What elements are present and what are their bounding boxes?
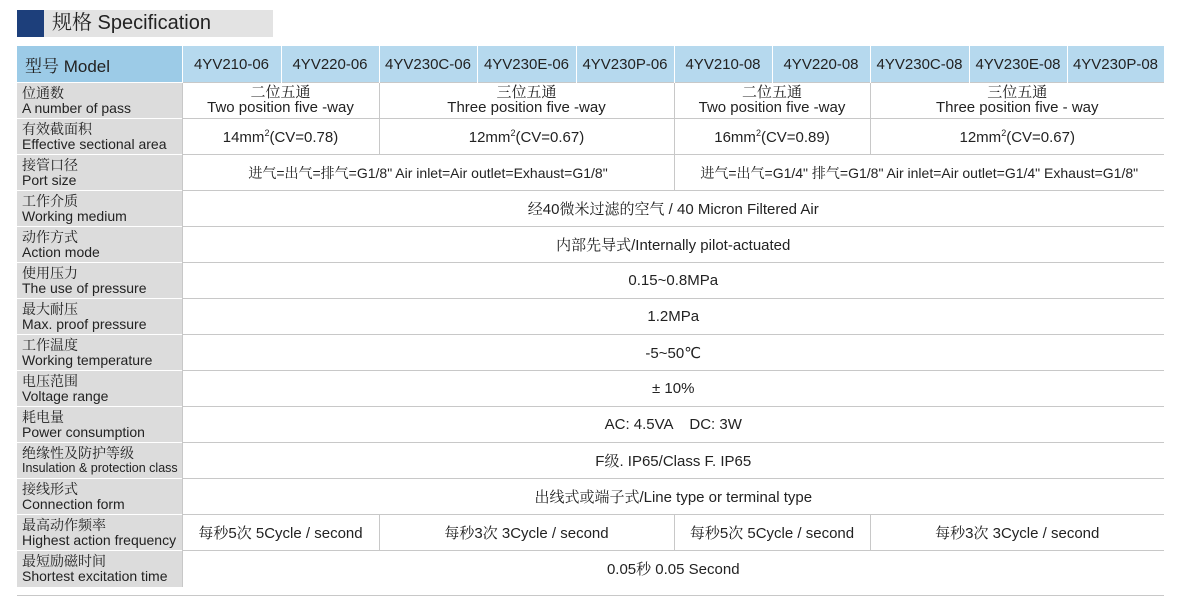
label-cn: 接线形式	[22, 480, 78, 497]
value-text: 14mm	[222, 128, 265, 146]
value-text: (CV=0.67)	[515, 128, 585, 146]
row-label	[17, 479, 182, 515]
row-port	[17, 155, 1164, 191]
value-cell: AC: 4.5VA DC: 3W	[182, 407, 1164, 443]
value-cell	[870, 83, 1164, 119]
label-cn: 电压范围	[22, 372, 78, 389]
label-en: Effective sectional area	[22, 135, 167, 152]
value-cn: 三位五通	[496, 84, 557, 101]
model-cell: 4YV210-06	[182, 46, 281, 83]
value-text: 12mm	[959, 128, 1002, 146]
value-cell: -5~50℃	[182, 335, 1164, 371]
value-cell: 进气=出气=G1/4" 排气=G1/8" Air inlet=Air outlet=G1/4" Exhaust=G1/8"	[674, 155, 1164, 191]
value-cell	[182, 119, 379, 155]
label-en: Insulation & protection class	[22, 460, 178, 475]
section-title-text: 规格 Specification	[52, 12, 211, 34]
value-cell	[379, 83, 674, 119]
row-label	[17, 191, 182, 227]
row-label	[17, 155, 182, 191]
row-pass	[17, 83, 1164, 119]
row-excitation	[17, 551, 1164, 587]
row-area	[17, 119, 1164, 155]
label-cn: 最大耐压	[22, 300, 78, 317]
value-cell: 出线式或端子式/Line type or terminal type	[182, 479, 1164, 515]
label-cn: 耗电量	[22, 408, 64, 425]
header-row	[17, 46, 1164, 83]
row-action	[17, 227, 1164, 263]
value-cell: 每秒3次 3Cycle / second	[379, 515, 674, 551]
row-pressure	[17, 263, 1164, 299]
value-text: (CV=0.78)	[269, 128, 339, 146]
title-square-marker	[17, 10, 44, 37]
row-label	[17, 335, 182, 371]
row-medium	[17, 191, 1164, 227]
value-cell: 1.2MPa	[182, 299, 1164, 335]
model-cell: 4YV230E-08	[969, 46, 1067, 83]
value-superscript: 2	[755, 127, 761, 138]
row-power	[17, 407, 1164, 443]
label-cn: 位通数	[22, 84, 64, 101]
row-connection	[17, 479, 1164, 515]
row-label	[17, 83, 182, 119]
value-superscript: 2	[510, 127, 516, 138]
label-en: Shortest excitation time	[22, 567, 168, 584]
row-temp	[17, 335, 1164, 371]
model-cell: 4YV230P-08	[1067, 46, 1164, 83]
model-cell: 4YV230C-08	[870, 46, 969, 83]
label-cn: 接管口径	[22, 156, 78, 173]
value-cell	[674, 119, 870, 155]
label-cn: 工作介质	[22, 192, 78, 209]
row-label	[17, 227, 182, 263]
value-cell: 进气=出气=排气=G1/8" Air inlet=Air outlet=Exhaust=G1/8"	[182, 155, 674, 191]
row-label	[17, 263, 182, 299]
value-cell: ± 10%	[182, 371, 1164, 407]
label-en: Connection form	[22, 495, 125, 512]
row-label	[17, 443, 182, 479]
label-en: Working temperature	[22, 351, 153, 368]
value-cell	[182, 83, 379, 119]
label-cn: 工作温度	[22, 336, 78, 353]
value-superscript: 2	[264, 127, 270, 138]
value-cell: 每秒5次 5Cycle / second	[182, 515, 379, 551]
label-en: Voltage range	[22, 387, 109, 404]
model-cell: 4YV230E-06	[477, 46, 576, 83]
value-cell	[379, 119, 674, 155]
value-text: 16mm	[714, 128, 756, 146]
model-label: 型号 Model	[17, 46, 182, 83]
row-voltage	[17, 371, 1164, 407]
value-cell: 内部先导式/Internally pilot-actuated	[182, 227, 1164, 263]
value-en: Two position five -way	[698, 99, 846, 116]
label-cn: 动作方式	[22, 228, 78, 245]
label-cn: 最高动作频率	[22, 516, 106, 533]
label-en: Max. proof pressure	[22, 315, 147, 332]
row-label	[17, 371, 182, 407]
label-en: Working medium	[22, 207, 127, 224]
row-label	[17, 119, 182, 155]
label-cn: 有效截面积	[22, 120, 92, 137]
model-cell: 4YV220-08	[772, 46, 870, 83]
row-label	[17, 299, 182, 335]
label-en: Power consumption	[22, 423, 145, 440]
label-en: Port size	[22, 171, 77, 188]
row-label	[17, 515, 182, 551]
row-proof	[17, 299, 1164, 335]
value-text: 12mm	[468, 128, 511, 146]
label-en: A number of pass	[22, 99, 131, 116]
model-cell: 4YV230C-06	[379, 46, 477, 83]
section-title	[17, 10, 273, 37]
value-cell: 每秒3次 3Cycle / second	[870, 515, 1164, 551]
label-en: Action mode	[22, 243, 100, 260]
value-cell	[674, 83, 870, 119]
label-cn: 最短励磁时间	[22, 552, 106, 569]
value-en: Two position five -way	[207, 99, 354, 116]
value-cn: 二位五通	[741, 84, 802, 101]
value-cell: F级. IP65/Class F. IP65	[182, 443, 1164, 479]
row-frequency	[17, 515, 1164, 551]
table-bottom-rule	[17, 595, 1164, 596]
value-superscript: 2	[1001, 127, 1007, 138]
value-en: Three position five - way	[935, 99, 1099, 116]
model-cell: 4YV220-06	[281, 46, 379, 83]
model-cell: 4YV230P-06	[576, 46, 674, 83]
value-text: (CV=0.89)	[760, 128, 830, 146]
label-cn: 使用压力	[22, 264, 78, 281]
value-en: Three position five -way	[447, 99, 606, 116]
value-cn: 三位五通	[987, 84, 1048, 101]
value-cell	[870, 119, 1164, 155]
value-text: (CV=0.67)	[1006, 128, 1075, 146]
label-en: Highest action frequency	[22, 531, 177, 548]
value-cell: 0.05秒 0.05 Second	[182, 551, 1164, 587]
value-cell: 0.15~0.8MPa	[182, 263, 1164, 299]
value-cell: 每秒5次 5Cycle / second	[674, 515, 870, 551]
row-label	[17, 551, 182, 587]
label-cn: 绝缘性及防护等级	[22, 444, 134, 461]
row-insulation	[17, 443, 1164, 479]
value-cell: 经40微米过滤的空气 / 40 Micron Filtered Air	[182, 191, 1164, 227]
label-en: The use of pressure	[22, 279, 147, 296]
value-cn: 二位五通	[250, 84, 311, 101]
row-label	[17, 407, 182, 443]
specification-table	[17, 46, 1165, 587]
model-cell: 4YV210-08	[674, 46, 772, 83]
